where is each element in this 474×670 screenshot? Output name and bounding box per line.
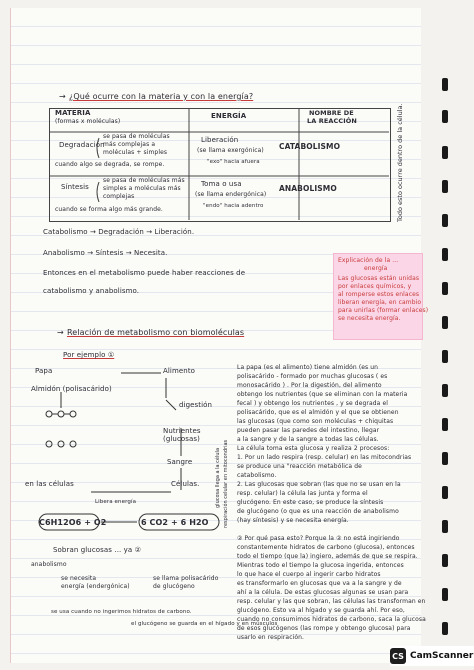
heading-arrow: → <box>59 92 66 101</box>
explanation-line: usarlo en respiración. <box>237 634 305 641</box>
sticky-line-7: para unirlas (formar enlaces) <box>338 307 429 314</box>
explanation-line: obtengo los nutrientes (que se eliminan con la materia <box>237 391 408 398</box>
energy-toma: Toma o usa <box>201 180 242 188</box>
energy-endergonica: (se llama endergónica) <box>195 191 267 198</box>
camscanner-logo-icon: CS <box>390 648 406 664</box>
energy-endo-note: "endo" hacia adentro <box>203 203 264 209</box>
section-2-heading: Relación de metabolismo con biomoléculas <box>67 328 245 337</box>
col-header-energia: ENERGÍA <box>211 112 247 120</box>
explanation-line: a la sangre y de la sangre a todas las células. <box>237 436 379 443</box>
notebook-page <box>10 8 429 663</box>
explanation-line: catabolismo. <box>237 472 277 479</box>
col-header-nombre: NOMBRE DE <box>309 109 354 117</box>
explanation-line: polisacárido, que es el almidón y el que se obtienen <box>237 409 399 416</box>
explanation-line: ahí a la célula. De estas glucosas algunas se usan para <box>237 589 409 596</box>
respiracion-vertical-note: respiración celular en mitocondrias <box>223 439 229 528</box>
binding-ring <box>442 78 448 91</box>
almidon-label: Almidón (polisacárido) <box>31 385 112 393</box>
equation-left: C6H12O6 + O2 <box>39 518 107 527</box>
chain-catabolismo: Catabolismo → Degradación → Liberación. <box>43 228 195 236</box>
sticky-line-6: liberan energía, en cambio <box>338 299 422 306</box>
sticky-line-4: por enlaces químicos, y <box>338 283 412 290</box>
catabolismo-label: CATABOLISMO <box>279 142 341 151</box>
chain-anabolismo: Anabolismo → Síntesis → Necesita. <box>43 249 168 257</box>
anabolismo-arrow-label: anabolismo <box>31 561 67 568</box>
anabolismo-label: ANABOLISMO <box>279 184 337 193</box>
col-header-reaccion: LA REACCIÓN <box>307 117 357 125</box>
binding-ring <box>442 554 448 567</box>
explanation-line: constantemente hidratos de carbono (glucosa), entonces <box>237 544 415 551</box>
celula-label: en las células <box>25 480 74 488</box>
explanation-line: lo que hace el cuerpo al ingerir carbo hidratos <box>237 571 381 578</box>
sintesis-term: Síntesis <box>61 183 89 191</box>
binding-ring <box>442 180 448 193</box>
celulas-label: Células. <box>171 480 200 488</box>
alimento-label: Alimento <box>163 367 196 375</box>
glucosas-label: (glucosas) <box>163 435 201 443</box>
sintesis-desc-1: se pasa de moléculas más <box>103 177 185 184</box>
explanation-line: Mientras todo el tiempo la glucosa ingerida, entonces <box>237 562 404 569</box>
explanation-line: de esos glucógenos (las rompe y obtengo glucosa) para <box>237 625 411 632</box>
binding-ring <box>442 110 448 123</box>
degradacion-bottom: cuando algo se degrada, se rompe. <box>55 161 165 168</box>
nutrientes-label: Nutrientes <box>163 427 201 435</box>
libera-energia-label: Libera energía <box>95 499 137 505</box>
binding-ring <box>442 622 448 635</box>
binding-ring <box>442 146 448 159</box>
necesita-label: se necesita <box>61 575 97 582</box>
section-heading: ¿Qué ocurre con la materia y con la energía? <box>69 92 254 101</box>
explanation-line: 2. Las glucosas que sobran (las que no se usan en la <box>237 481 401 488</box>
metabolism-line-2: catabolismo y anabolismo. <box>43 287 140 295</box>
explanation-line: resp. celular) la célula las junta y forma el <box>237 490 368 497</box>
col-header-materia-sub: (formas x moléculas) <box>55 118 121 125</box>
glucogeno-note: de glucógeno <box>153 583 195 590</box>
binding-ring <box>442 384 448 397</box>
binding-ring <box>442 316 448 329</box>
explanation-line: La papa (es el alimento) tiene almidón (es un <box>237 364 379 371</box>
sintesis-bottom: cuando se forma algo más grande. <box>55 206 163 213</box>
metabolism-line-1: Entonces en el metabolismo puede haber reacciones de <box>43 269 246 277</box>
explanation-line: (hay síntesis) y se necesita energía. <box>237 517 349 524</box>
binding-ring <box>442 452 448 465</box>
binding-ring <box>442 248 448 261</box>
sticky-line-3: Las glucosas están unidas <box>338 275 420 282</box>
explanation-line: glucógeno. Esto va al hígado y se guarda ahí. Por eso, <box>237 607 405 614</box>
energy-liberacion: Liberación <box>201 136 239 144</box>
explanation-line: cuando no consumimos hidratos de carbono, saca la glucosa <box>237 616 426 623</box>
camscanner-badge <box>390 646 474 666</box>
camscanner-name: CamScanner <box>410 651 474 661</box>
degradacion-term: Degradación <box>59 141 105 149</box>
degradacion-desc-1: se pasa de moléculas <box>103 133 170 140</box>
energy-exergonica: (se llama exergónica) <box>197 147 264 154</box>
explanation-line: glucógeno. En este caso, se produce la síntesis <box>237 499 384 506</box>
explanation-line: todo el tiempo (que la) ingiero, además de que se respira. <box>237 553 418 560</box>
sticky-line-2: energía <box>364 265 388 272</box>
degradacion-desc-3: moléculas + simples <box>103 149 168 156</box>
binding-ring <box>442 282 448 295</box>
sticky-line-1: Explicación de la ... <box>338 257 399 264</box>
binding-ring <box>442 418 448 431</box>
explanation-line: de glucógeno (o que es una reacción de anabolismo <box>237 508 399 515</box>
degradacion-desc-2: más complejas a <box>103 141 156 148</box>
polisacarido-label: se llama polisacárido <box>153 575 219 582</box>
binding-ring <box>442 214 448 227</box>
sobran-label: Sobran glucosas ... ya ② <box>53 546 141 554</box>
explanation-line: las glucosas (que como son moléculas + chiquitas <box>237 418 394 425</box>
energy-exo-note: "exo" hacia afuera <box>207 159 260 165</box>
col-header-materia: MATERIA <box>55 109 91 117</box>
explanation-line: monosacárido ) . Por la digestión, del alimento <box>237 382 382 389</box>
explanation-line: 1. Por un lado respira (resp. celular) en las mitocondrias <box>237 454 412 461</box>
usa-note: se usa cuando no ingerimos hidratos de carbono. <box>51 609 192 615</box>
binding-ring <box>442 350 448 363</box>
explanation-line: polisacárido - formado por muchas glucosas ( es <box>237 373 388 380</box>
celula-vertical-note: glucosa llega a la célula <box>215 447 221 508</box>
sticky-line-8: se necesita energía. <box>338 315 401 322</box>
energia-endergonica-label: energía (endergónica) <box>61 583 130 590</box>
papa-label: Papa <box>35 367 53 375</box>
binding-ring <box>442 486 448 499</box>
equation-right: 6 CO2 + 6 H2O <box>141 518 209 527</box>
sticky-note <box>333 253 429 340</box>
binding-ring <box>442 520 448 533</box>
binding-ring <box>442 588 448 601</box>
almacena-note: el glucógeno se guarda en el hígado y en músculos <box>131 621 278 627</box>
sangre-label: Sangre <box>167 458 193 466</box>
explanation-line: ② Por qué pasa esto? Porque la ② no está ingiriendo <box>237 535 400 542</box>
heading-2-arrow: → <box>57 328 64 337</box>
side-note-vertical: Todo esto ocurre dentro de la célula. <box>396 103 404 222</box>
sintesis-desc-2: simples a moléculas más <box>103 185 181 192</box>
explanation-line: La célula toma esta glucosa y realiza 2 procesos: <box>237 445 390 452</box>
explanation-line: es transformarlo en glucosas que va a la sangre y de <box>237 580 402 587</box>
explanation-line: pueden pasar las paredes del intestino, llegar <box>237 427 380 434</box>
explanation-line: fecal ) y obtengo los nutrientes , y se degrada el <box>237 400 389 407</box>
sticky-line-5: al romperse estos enlaces <box>338 291 420 298</box>
sintesis-desc-3: complejas <box>103 193 135 200</box>
explanation-line: resp. celular y las que sobran, las células las transforman en <box>237 598 426 605</box>
explanation-line: se produce una "reacción metabólica de <box>237 463 362 470</box>
digestion-label: digestión <box>179 401 213 409</box>
example-label: Por ejemplo ① <box>63 351 115 359</box>
